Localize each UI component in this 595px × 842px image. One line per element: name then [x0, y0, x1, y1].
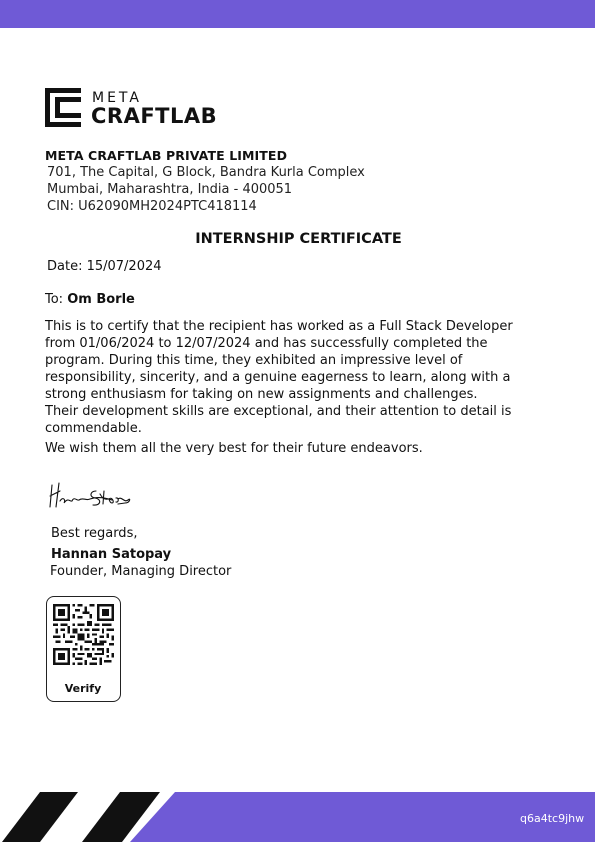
- meta-craftlab-logo-icon: [45, 88, 81, 127]
- bottom-decorative-band: [0, 780, 595, 842]
- recipient-name: Om Borle: [67, 292, 135, 307]
- certificate-title: INTERNSHIP CERTIFICATE: [195, 231, 402, 247]
- verify-link[interactable]: Verify: [64, 682, 102, 695]
- regards-text: Best regards,: [51, 526, 138, 541]
- body-line: Their development skills are exceptional, and their attention to detail is: [45, 404, 512, 419]
- signer-role: Founder, Managing Director: [50, 564, 232, 579]
- recipient-line: [45, 292, 135, 307]
- certificate-body: [45, 318, 555, 437]
- verification-code: q6a4tc9jhw: [520, 812, 585, 825]
- body-line: This is to certify that the recipient has worked as a Full Stack Developer: [45, 319, 513, 334]
- body-line: strong enthusiasm for taking on new assignments and challenges.: [45, 387, 478, 402]
- handwritten-signature: [46, 479, 136, 513]
- logo-text-craftlab: CRAFTLAB: [91, 104, 218, 128]
- body-line: responsibility, sincerity, and a genuine eagerness to learn, along with a: [45, 370, 511, 385]
- body-line: from 01/06/2024 to 12/07/2024 and has successfully completed the: [45, 336, 488, 351]
- company-name: META CRAFTLAB PRIVATE LIMITED: [45, 148, 288, 163]
- top-accent-band: [0, 0, 595, 28]
- address-line-1: 701, The Capital, G Block, Bandra Kurla Complex: [47, 165, 365, 180]
- body-line: program. During this time, they exhibited an impressive level of: [45, 353, 463, 368]
- to-label: To:: [45, 292, 64, 307]
- body-line: commendable.: [45, 421, 142, 436]
- closing-wish: We wish them all the very best for their future endeavors.: [45, 441, 423, 456]
- company-cin: CIN: U62090MH2024PTC418114: [47, 199, 257, 214]
- logo-text-meta: META: [92, 90, 142, 106]
- certificate-date: Date: 15/07/2024: [47, 259, 162, 274]
- address-line-2: Mumbai, Maharashtra, India - 400051: [47, 182, 293, 197]
- verify-qr-card[interactable]: [46, 596, 121, 702]
- qr-code-icon[interactable]: [53, 604, 114, 665]
- signer-name: Hannan Satopay: [51, 547, 172, 562]
